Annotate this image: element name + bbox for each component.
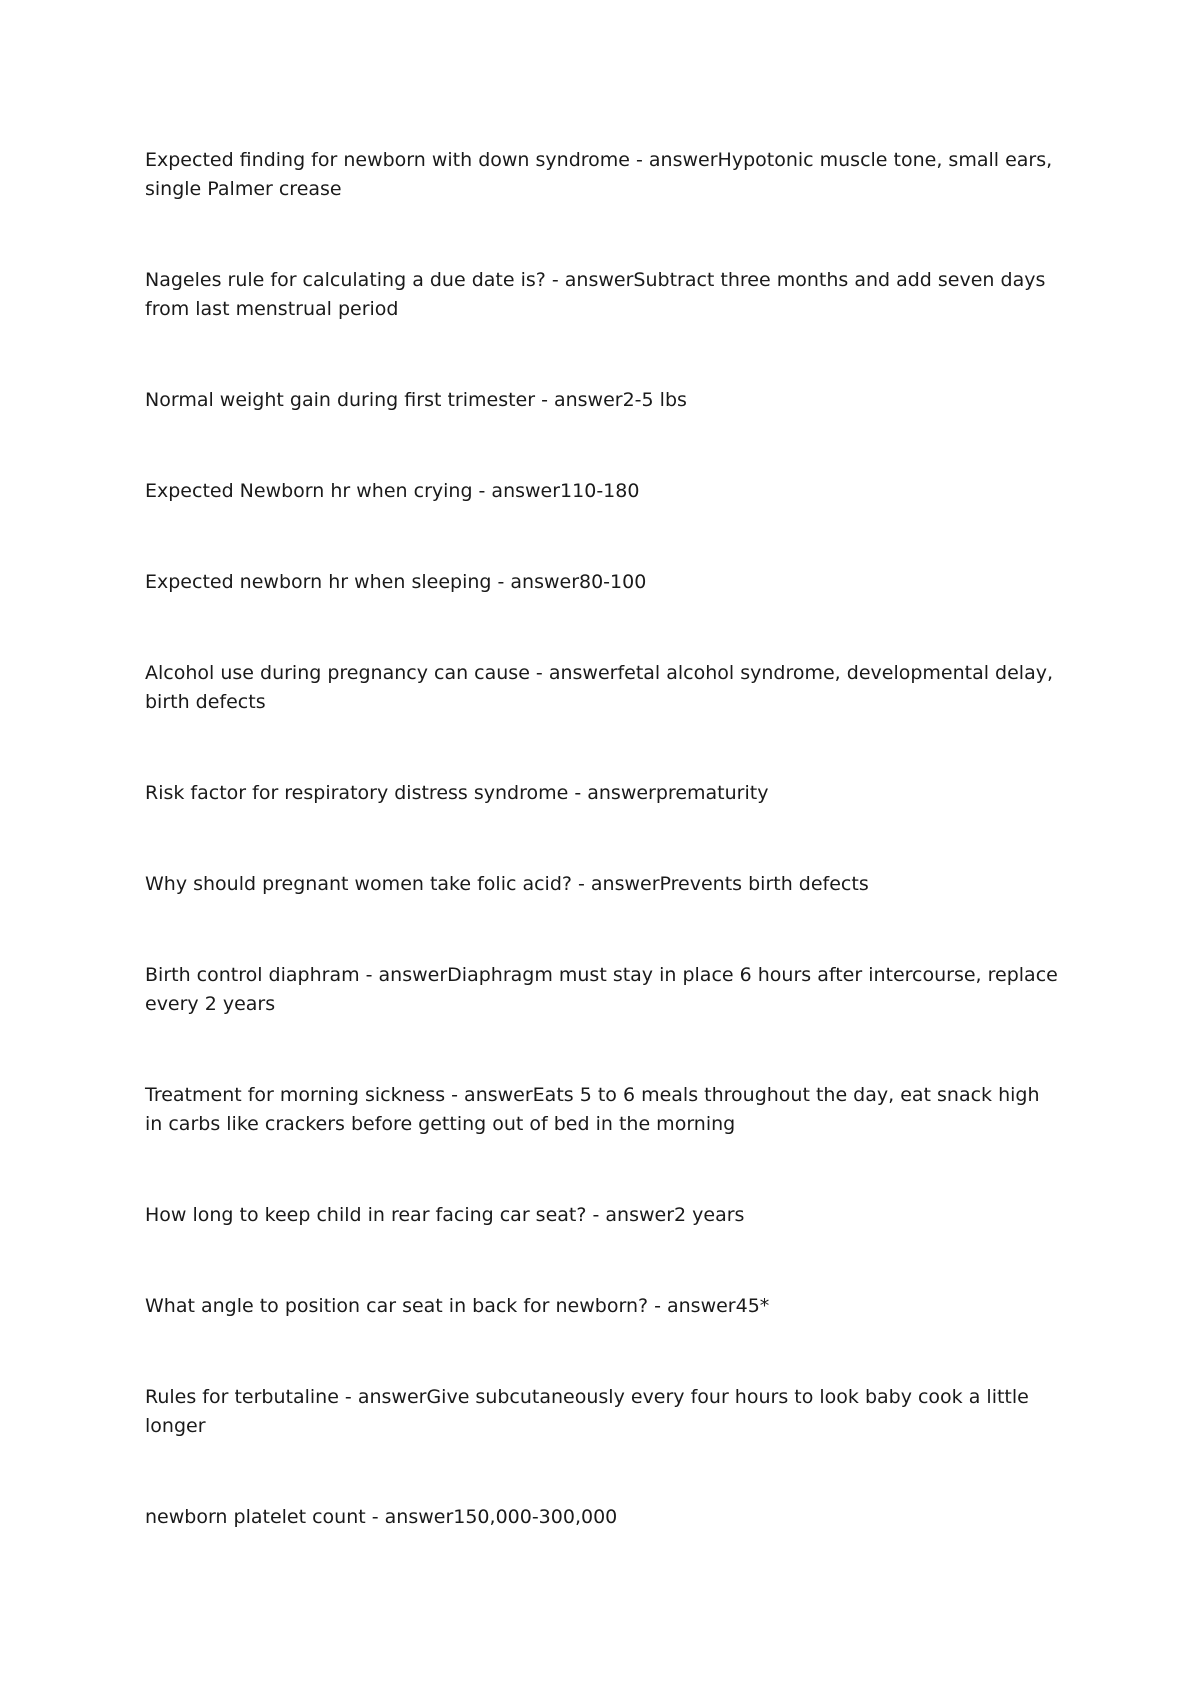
qa-item-platelet-count: newborn platelet count - answer150,000-300,000 — [145, 1506, 618, 1528]
qa-list — [145, 146, 1060, 1532]
qa-item-down-syndrome: Expected finding for newborn with down syndrome - answerHypotonic muscle tone, small ears, single Palmer crease — [145, 149, 1053, 200]
qa-item-folic-acid: Why should pregnant women take folic acid? - answerPrevents birth defects — [145, 873, 869, 895]
qa-item-rear-facing-seat: How long to keep child in rear facing car seat? - answer2 years — [145, 1204, 745, 1226]
qa-item-diaphragm: Birth control diaphram - answerDiaphragm must stay in place 6 hours after intercourse, replace every 2 years — [145, 964, 1058, 1015]
qa-item-hr-sleeping: Expected newborn hr when sleeping - answer80-100 — [145, 571, 647, 593]
qa-item-car-seat-angle: What angle to position car seat in back for newborn? - answer45* — [145, 1295, 770, 1317]
qa-item-hr-crying: Expected Newborn hr when crying - answer110-180 — [145, 480, 640, 502]
qa-item-morning-sickness: Treatment for morning sickness - answerEats 5 to 6 meals throughout the day, eat snack high in carbs like crackers before getting out of bed in the morning — [145, 1084, 1040, 1135]
qa-item-nageles-rule: Nageles rule for calculating a due date is? - answerSubtract three months and add seven days from last menstrual period — [145, 269, 1046, 320]
qa-item-respiratory-distress: Risk factor for respiratory distress syndrome - answerprematurity — [145, 782, 769, 804]
qa-item-weight-gain: Normal weight gain during first trimester - answer2-5 lbs — [145, 389, 687, 411]
qa-item-alcohol-use: Alcohol use during pregnancy can cause - answerfetal alcohol syndrome, developmental delay, birth defects — [145, 662, 1054, 713]
qa-item-terbutaline: Rules for terbutaline - answerGive subcutaneously every four hours to look baby cook a little longer — [145, 1386, 1029, 1437]
